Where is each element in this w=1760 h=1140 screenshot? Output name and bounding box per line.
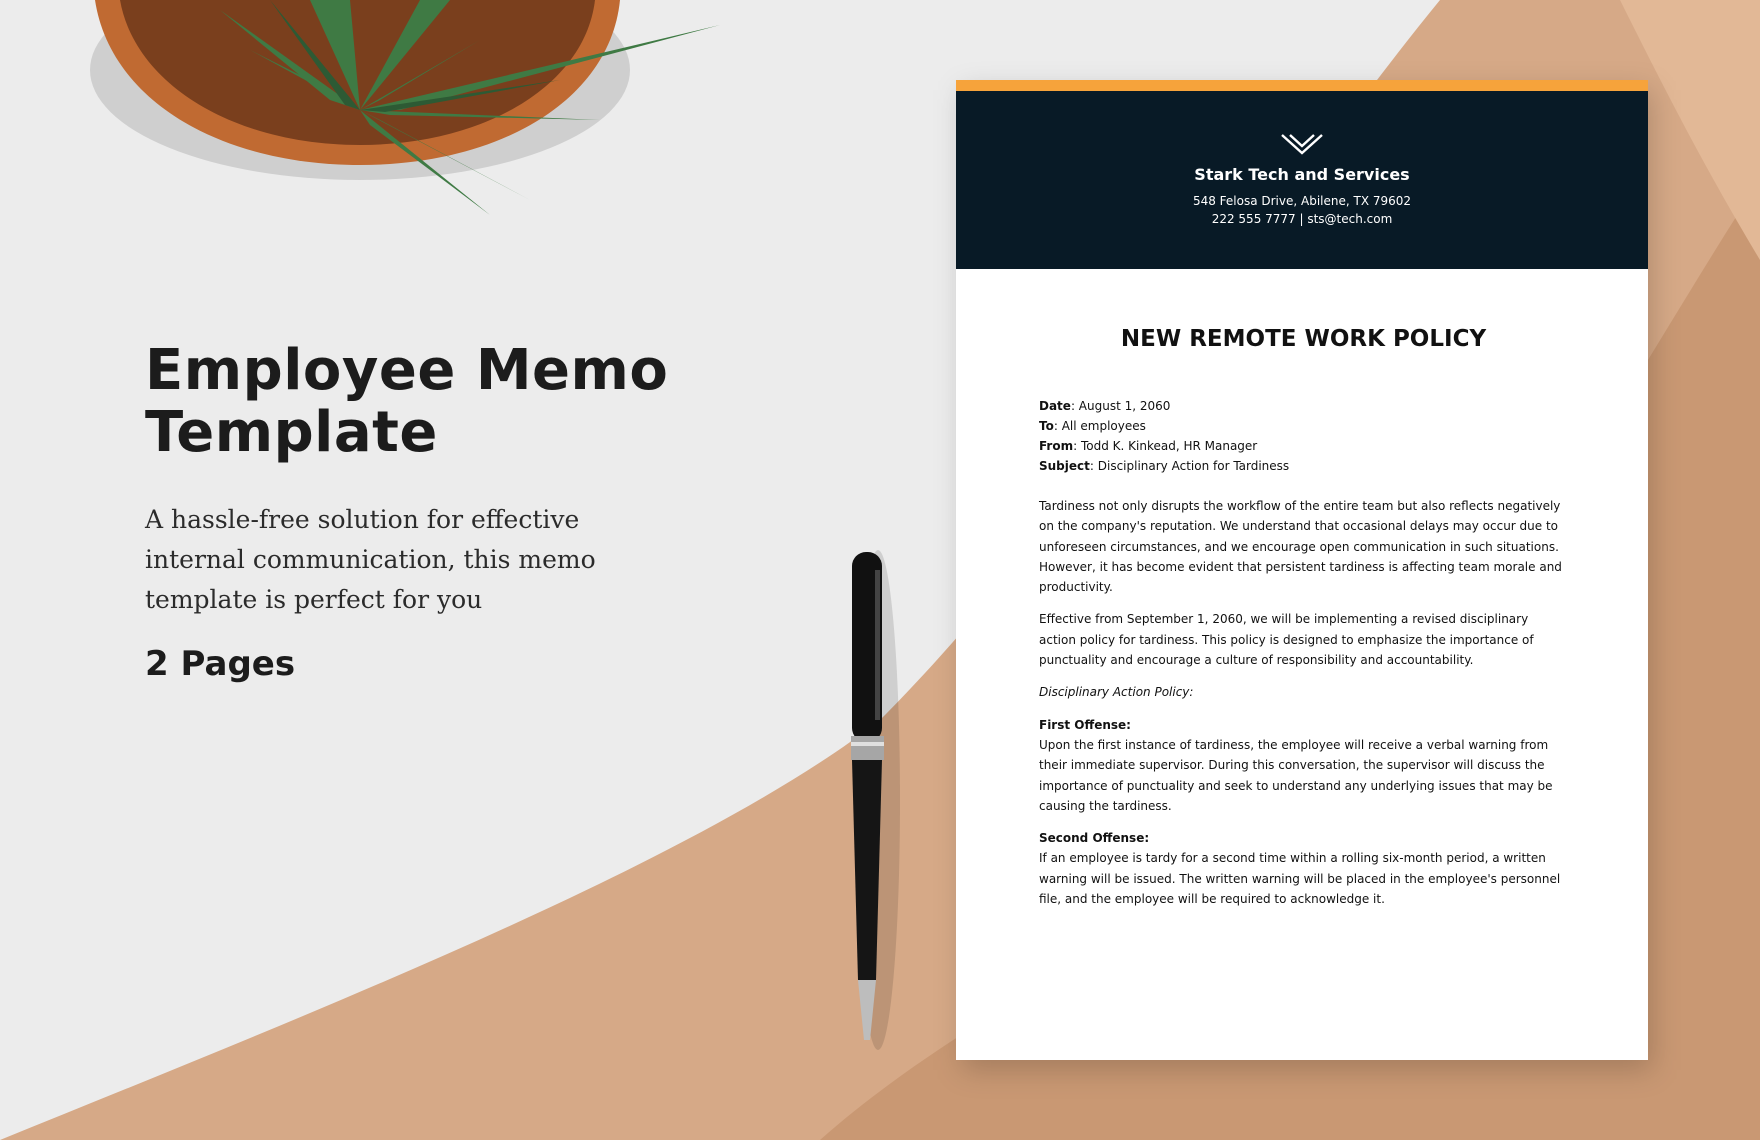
field-value: Disciplinary Action for Tardiness xyxy=(1097,459,1290,473)
field-label: Date xyxy=(1039,399,1071,413)
policy-heading: Disciplinary Action Policy: xyxy=(1039,685,1194,700)
paragraph-policy: Effective from September 1, 2060, we will be implementing a revised disciplinary action policy for tardiness. This policy is designed to emphasize the importance of punctuality and encourage a culture of responsibility and accountability. xyxy=(1039,612,1534,668)
plant-image xyxy=(0,0,760,240)
field-value: Todd K. Kinkead, HR Manager xyxy=(1080,439,1258,453)
field-subject: Subject: Disciplinary Action for Tardiness xyxy=(1039,459,1290,473)
field-label: To xyxy=(1039,419,1054,433)
field-label: Subject xyxy=(1039,459,1090,473)
pen-image xyxy=(830,540,910,1050)
accent-bar xyxy=(956,80,1648,91)
second-offense-text: If an employee is tardy for a second time within a rolling six-month period, a written warning will be issued. The written warning will be placed in the employee's personnel file, and the employee will be required to acknowledge it. xyxy=(1039,851,1561,907)
memo-body xyxy=(956,326,1648,909)
first-offense-text: Upon the first instance of tardiness, the employee will receive a verbal warning from their immediate supervisor. During this conversation, the supervisor will discuss the importance of punctuality and seek to understand any underlying issues that may be causing the tardiness. xyxy=(1039,737,1553,813)
field-to: To: All employees xyxy=(1039,419,1146,433)
headline xyxy=(145,340,705,464)
address-line: 548 Felosa Drive, Abilene, TX 79602 xyxy=(1192,194,1412,208)
field-from: From: Todd K. Kinkead, HR Manager xyxy=(1039,439,1258,453)
headline-line-2: Template xyxy=(145,400,438,465)
memo-header xyxy=(956,91,1648,269)
memo-fields xyxy=(1039,396,1568,476)
paragraph-intro: Tardiness not only disrupts the workflow of the entire team but also reflects negatively on the company's reputation. We understand that occasional delays may occur due to unforeseen circumstances, and we encourage open communication in such situations. However, it has become evident that persistent tardiness is affecting team morale and productivity. xyxy=(1039,499,1562,595)
first-offense-heading: First Offense: xyxy=(1039,717,1131,732)
company-logo-icon xyxy=(1280,91,1324,155)
field-value: All employees xyxy=(1061,419,1146,433)
headline-line-1: Employee Memo xyxy=(145,338,669,403)
company-address xyxy=(956,192,1648,228)
subtitle: A hassle-free solution for effective internal communication, this memo template is perfect for you xyxy=(145,505,596,614)
field-value: August 1, 2060 xyxy=(1078,399,1171,413)
memo-title: NEW REMOTE WORK POLICY xyxy=(1120,326,1487,352)
second-offense-heading: Second Offense: xyxy=(1039,831,1150,846)
contact-line: 222 555 7777 | sts@tech.com xyxy=(1211,212,1393,226)
promo-text xyxy=(145,340,705,684)
page-count: 2 Pages xyxy=(145,644,296,684)
field-label: From xyxy=(1039,439,1074,453)
field-date: Date: August 1, 2060 xyxy=(1039,399,1171,413)
company-name: Stark Tech and Services xyxy=(1194,165,1410,184)
memo-document xyxy=(956,80,1648,1060)
